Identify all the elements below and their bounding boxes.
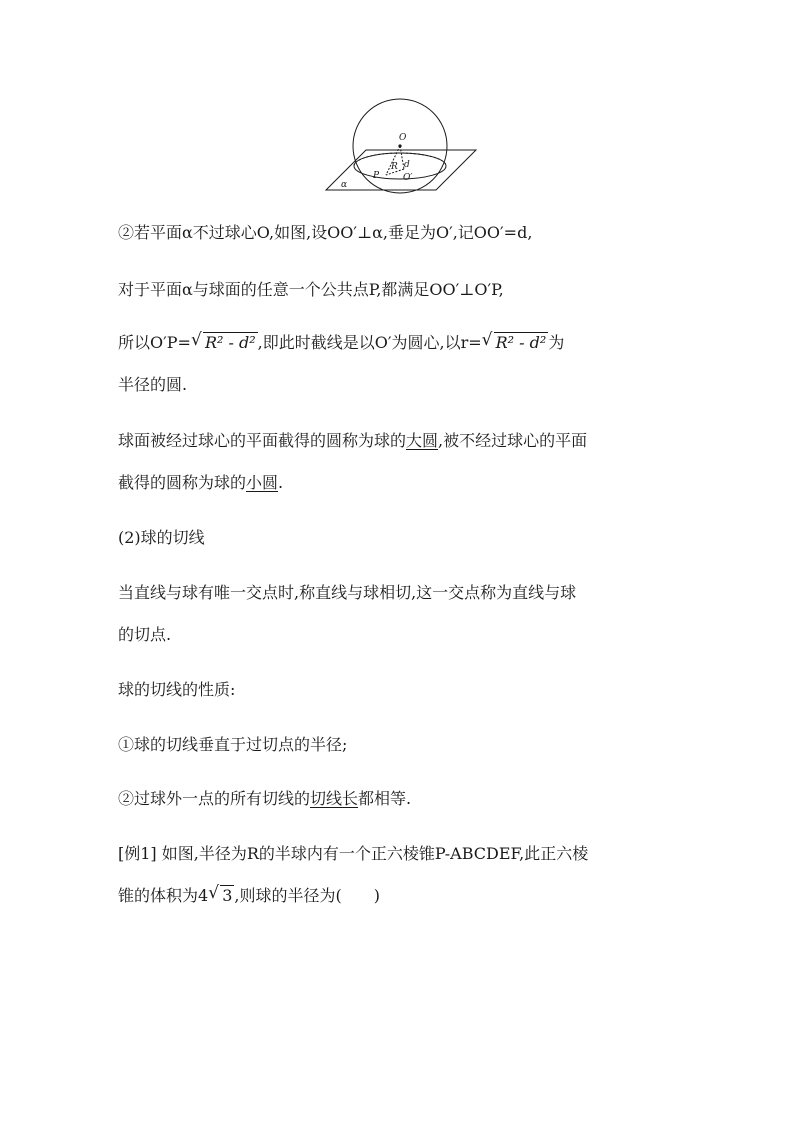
text-line-3-a: 所以O′P= <box>118 333 191 352</box>
text-line-6 <box>118 472 698 494</box>
sqrt-body-3: 3 <box>222 886 233 905</box>
sphere-diagram <box>320 96 480 196</box>
text-line-5-a: 球面被经过球心的平面截得的圆称为球的 <box>118 431 407 450</box>
text-line-10: 球的切线的性质: <box>118 680 236 699</box>
text-line-8: 当直线与球有唯一交点时,称直线与球相切,这一交点称为直线与球 <box>118 583 577 602</box>
term-tangent-length: 切线长 <box>310 789 359 808</box>
radical-sign: √ <box>190 330 202 350</box>
label-O-prime: O′ <box>403 173 413 183</box>
term-small-circle: 小圆 <box>246 473 279 492</box>
label-alpha: α <box>341 180 348 190</box>
label-O: O <box>399 133 407 143</box>
sqrt-expression-3 <box>208 885 234 907</box>
example-1-line-1: [例1] 如图,半径为R的半球内有一个正六棱锥P-ABCDEF,此正六棱 <box>118 844 589 863</box>
text-line-3-c: 为 <box>548 333 565 352</box>
text-line-11: ①球的切线垂直于过切点的半径; <box>118 735 348 754</box>
section-heading-tangent: (2)球的切线 <box>118 528 205 547</box>
sqrt-expression-1 <box>191 332 258 354</box>
radical-sign: √ <box>208 883 220 903</box>
text-line-12-b: 都相等. <box>358 789 412 808</box>
text-line-6-a: 截得的圆称为球的 <box>118 473 247 492</box>
text-line-9: 的切点. <box>118 625 172 644</box>
label-R: R <box>391 162 398 172</box>
text-line-1: ②若平面α不过球心O,如图,设OO′⊥α,垂足为O′,记OO′=d, <box>118 223 533 242</box>
text-line-5-b: ,被不经过球心的平面 <box>438 431 588 450</box>
sqrt-body-1: R² - d² <box>204 333 256 352</box>
term-great-circle: 大圆 <box>406 431 439 450</box>
example-1-line-2-a: 锥的体积为4 <box>118 886 209 905</box>
text-line-12-a: ②过球外一点的所有切线的 <box>118 789 311 808</box>
radical-sign: √ <box>481 330 493 350</box>
plane-alpha <box>326 150 476 190</box>
label-P: P <box>373 171 380 181</box>
text-line-3 <box>118 332 698 354</box>
text-line-2: 对于平面α与球面的任意一个公共点P,都满足OO′⊥O′P, <box>118 280 504 299</box>
text-line-3-b: ,即此时截线是以O′为圆心,以r= <box>257 333 482 352</box>
text-line-5 <box>118 430 698 452</box>
example-1-line-2 <box>118 885 698 907</box>
label-d: d <box>404 160 410 170</box>
text-line-6-b: . <box>278 473 284 492</box>
text-line-4: 半径的圆. <box>118 375 188 394</box>
section-circle-back <box>354 153 446 166</box>
sqrt-expression-2 <box>482 332 549 354</box>
sphere-plane-figure <box>320 96 480 196</box>
example-1-line-2-b: ,则球的半径为( ) <box>234 886 380 905</box>
sqrt-body-2: R² - d² <box>495 333 547 352</box>
text-line-12 <box>118 788 698 810</box>
